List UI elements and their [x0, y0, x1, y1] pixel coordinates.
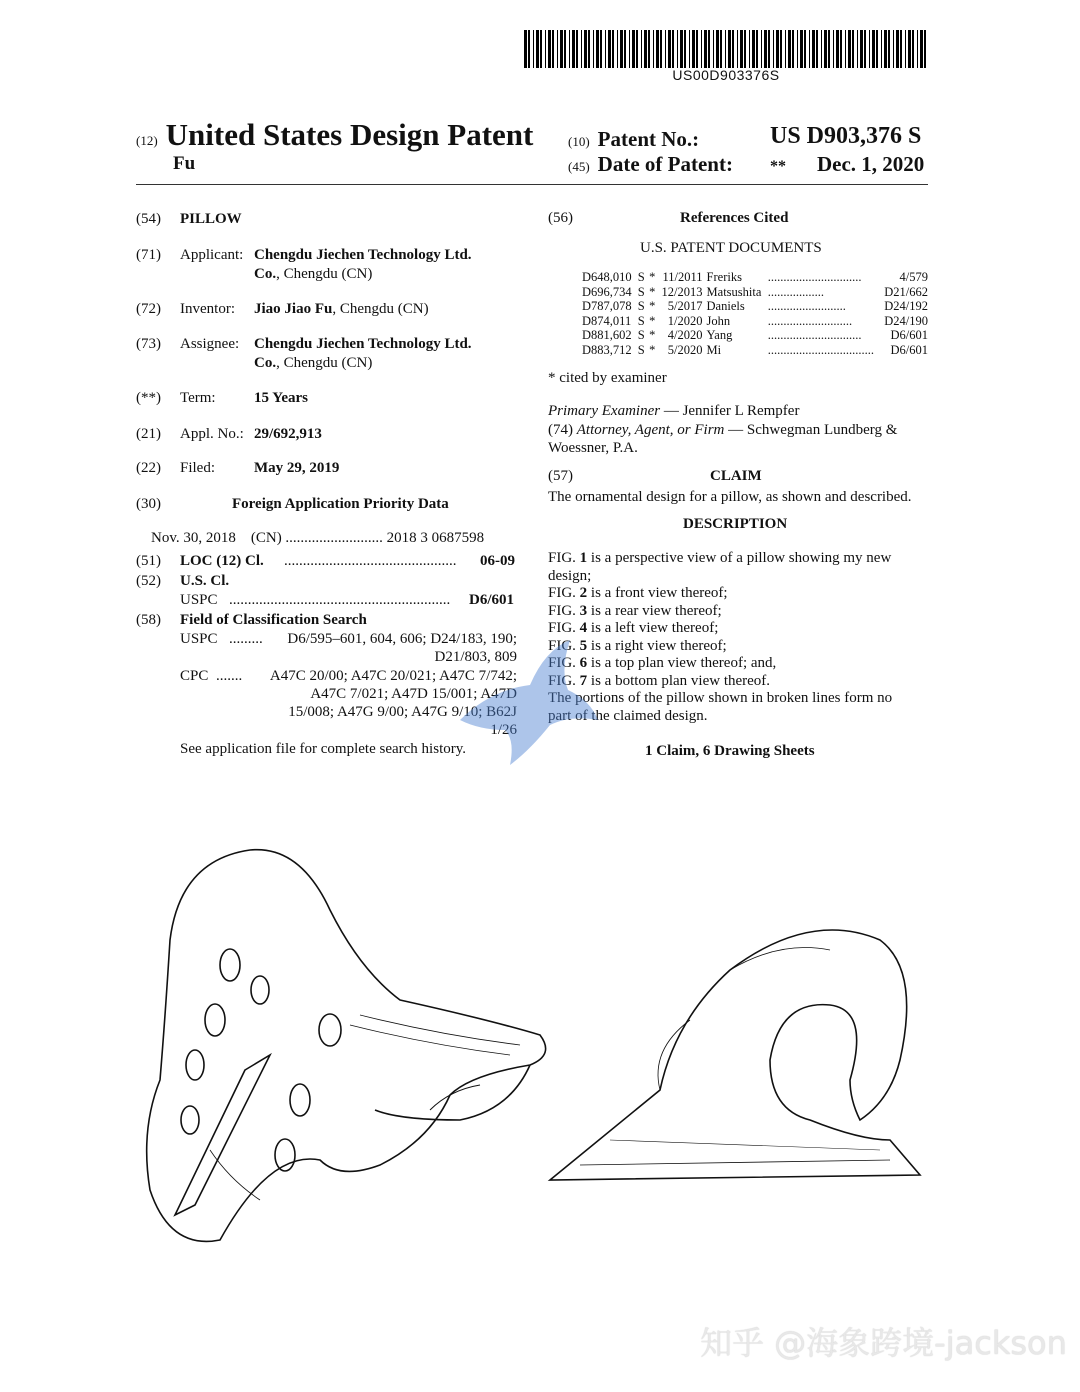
description-line [548, 638, 928, 656]
reference-no: D881,602 [582, 328, 632, 342]
barcode-bar [852, 30, 854, 68]
barcode-bar [572, 30, 575, 68]
barcode-bar [557, 30, 558, 68]
description-line [548, 655, 928, 673]
primary-examiner-label: Primary Examiner [548, 403, 661, 419]
search-uspc-line2: D21/803, 809 [434, 649, 517, 665]
field-search-title: Field of Classification Search [180, 612, 367, 628]
f56-code: (56) [548, 210, 573, 226]
reference-s: S [637, 284, 645, 299]
reference-date: 11/2011 [662, 270, 703, 284]
barcode-bar [840, 30, 842, 68]
barcode-bar [833, 30, 834, 68]
uspc-value: D6/601 [469, 592, 514, 608]
reference-cls: D21/662 [884, 284, 928, 299]
claim-text: The ornamental design for a pillow, as shown and described. [548, 489, 912, 505]
reference-row [580, 270, 930, 285]
figure-number: 3 [579, 602, 588, 619]
patent-no-label-text: Patent No.: [597, 127, 700, 151]
barcode-bar [612, 30, 614, 68]
reference-row [580, 328, 930, 343]
code-10: (10) [568, 134, 590, 149]
reference-cls: D6/601 [890, 328, 928, 342]
reference-star: * [649, 328, 656, 342]
barcode-bar [576, 30, 578, 68]
pillow-drawing [130, 820, 960, 1260]
description-title: DESCRIPTION [683, 516, 788, 532]
barcode-bar [548, 30, 551, 68]
f52-code: (52) [136, 573, 161, 589]
side-view [550, 930, 920, 1180]
barcode-bar [593, 30, 594, 68]
f57-code: (57) [548, 468, 573, 484]
reference-dots: .............................. [767, 270, 862, 284]
description-text: is a perspective view of a pillow showing my new [587, 550, 892, 566]
barcode-bar [920, 30, 923, 68]
description-text: is a bottom plan view thereof. [587, 672, 771, 689]
code-45: (45) [568, 159, 590, 174]
reference-no: D696,734 [582, 284, 632, 299]
reference-row [580, 343, 930, 358]
cited-by-note: * cited by examiner [548, 370, 667, 386]
barcode-bar [704, 30, 707, 68]
description-line [548, 585, 928, 603]
applicant-name2: Co. [254, 266, 277, 282]
date-label-text: Date of Patent: [597, 152, 733, 176]
reference-row [580, 299, 930, 314]
barcode-bar [617, 30, 618, 68]
barcode-bar [680, 30, 683, 68]
reference-row [580, 285, 930, 300]
barcode-bar [924, 30, 926, 68]
claim-title: CLAIM [710, 468, 762, 484]
reference-no: D874,011 [582, 313, 632, 328]
date-marker: ** [770, 158, 786, 175]
uspc-dots: ........................................................... [229, 592, 451, 608]
barcode-bar [684, 30, 686, 68]
barcode-bar [884, 30, 887, 68]
cpc-line1: A47C 20/00; A47C 20/021; A47C 7/742; [269, 668, 517, 684]
reference-star: * [649, 284, 656, 299]
barcode-number: US00D903376S [672, 67, 780, 83]
barcode-bar [836, 30, 839, 68]
barcode-bar [785, 30, 786, 68]
reference-s: S [637, 299, 645, 313]
description-text: FIG. [548, 550, 580, 566]
barcode-bar [804, 30, 806, 68]
barcode-bar [764, 30, 767, 68]
barcode-bar [912, 30, 914, 68]
description-line [548, 690, 928, 708]
barcode-bar [732, 30, 734, 68]
barcode-bar [533, 30, 534, 68]
applicant-line2 [254, 265, 372, 284]
f22-code: (22) [136, 460, 161, 476]
search-uspc-dots: ......... [229, 631, 263, 647]
barcode-bar [701, 30, 702, 68]
term-label: Term: [180, 390, 216, 406]
reference-name: Freriks [706, 270, 742, 284]
description-text: FIG. [548, 602, 580, 619]
description-text: is a top plan view thereof; and, [587, 655, 777, 671]
search-uspc-line1: D6/595–601, 604, 606; D24/183, 190; [287, 631, 517, 647]
barcode-bar [605, 30, 606, 68]
barcode-bar [725, 30, 726, 68]
inventor-city: , Chengdu (CN) [332, 301, 429, 317]
f51-code: (51) [136, 553, 161, 569]
cpc-label: CPC [180, 668, 209, 684]
reference-name: Mi [706, 342, 722, 357]
patent-date: Dec. 1, 2020 [817, 152, 925, 176]
barcode-bar [569, 30, 570, 68]
description-line [548, 708, 928, 726]
see-application-note: See application file for complete search history. [180, 741, 467, 757]
reference-date: 12/2013 [661, 284, 703, 299]
reference-name: Matsushita [706, 284, 762, 299]
description-line [548, 550, 928, 568]
barcode-bar [672, 30, 674, 68]
loc-value: 06-09 [480, 553, 515, 569]
assignee-label: Assignee: [180, 336, 240, 352]
barcode-bar [788, 30, 791, 68]
date-label [568, 152, 733, 177]
barcode-bar [600, 30, 602, 68]
reference-s: S [637, 342, 645, 357]
reference-date: 1/2020 [667, 313, 703, 328]
inventor-surname: Fu [173, 153, 196, 174]
barcode-bar [728, 30, 731, 68]
barcode-bar [797, 30, 798, 68]
reference-no: D648,010 [582, 270, 632, 284]
document-title [136, 117, 533, 153]
barcode-bar [713, 30, 714, 68]
barcode-bar [545, 30, 546, 68]
attorney-line [548, 421, 897, 440]
reference-date: 5/2017 [667, 299, 703, 313]
barcode-bar [692, 30, 695, 68]
primary-examiner-name: — Jennifer L Rempfer [660, 403, 800, 419]
barcode-bar [768, 30, 770, 68]
barcode-bar [608, 30, 611, 68]
figure-number: 1 [579, 550, 588, 566]
reference-date: 4/2020 [667, 328, 703, 342]
appl-no-value: 29/692,913 [254, 426, 322, 442]
assignee-name: Chengdu Jiechen Technology Ltd. [254, 336, 472, 352]
inventor-name: Jiao Jiao Fu [254, 301, 333, 317]
f58-code: (58) [136, 612, 161, 628]
barcode-bar [689, 30, 690, 68]
figure-number: 6 [579, 655, 588, 671]
description-text: is a rear view thereof; [587, 602, 722, 619]
patent-subject: PILLOW [180, 211, 242, 227]
reference-date: 5/2020 [667, 342, 703, 357]
description-text: FIG. [548, 655, 580, 671]
assignee-city: , Chengdu (CN) [276, 355, 373, 371]
barcode-bar [756, 30, 758, 68]
barcode-bar [917, 30, 918, 68]
reference-name: Yang [706, 328, 733, 342]
description-text: FIG. [548, 637, 580, 654]
barcode-bar [828, 30, 830, 68]
reference-cls: 4/579 [899, 270, 928, 284]
barcode-bar [888, 30, 890, 68]
barcode-bar [752, 30, 755, 68]
barcode-bar [800, 30, 803, 68]
applicant-name: Chengdu Jiechen Technology Ltd. [254, 247, 472, 263]
barcode-bar [528, 30, 530, 68]
barcode-bar [584, 30, 587, 68]
description-text: FIG. [548, 672, 580, 689]
barcode-bar [792, 30, 794, 68]
barcode-bar [848, 30, 851, 68]
title-text: United States Design Patent [165, 117, 534, 152]
term-code: (**) [136, 390, 161, 406]
reference-star: * [649, 270, 656, 284]
cpc-line4: 1/26 [490, 722, 517, 738]
reference-cls: D6/601 [890, 342, 928, 357]
barcode-bar [809, 30, 810, 68]
reference-dots: ........................... [767, 313, 853, 328]
reference-star: * [649, 313, 656, 328]
barcode-bar [641, 30, 642, 68]
barcode-bar [564, 30, 566, 68]
figure-number: 7 [579, 672, 588, 689]
barcode-bar [773, 30, 774, 68]
reference-s: S [637, 270, 645, 284]
figure-number: 4 [579, 620, 588, 636]
priority-title: Foreign Application Priority Data [232, 496, 449, 512]
barcode-bar [552, 30, 554, 68]
barcode-bar [893, 30, 894, 68]
site-watermark: 知乎 @海象跨境-jackson [700, 1324, 1067, 1362]
patent-number-label [568, 127, 699, 152]
applicant-label: Applicant: [180, 247, 244, 263]
barcode-bar [737, 30, 738, 68]
barcode-bar [708, 30, 710, 68]
attorney-label: Attorney, Agent, or Firm [576, 422, 725, 438]
uscl-label: U.S. Cl. [180, 573, 230, 589]
barcode-bar [656, 30, 659, 68]
barcode-bar [648, 30, 650, 68]
appl-no-label: Appl. No.: [180, 426, 244, 442]
barcode-bar [588, 30, 590, 68]
barcode-bar [881, 30, 882, 68]
barcode-bar [540, 30, 542, 68]
f30-code: (30) [136, 496, 161, 512]
description-text: The portions of the pillow shown in broken lines form no [548, 690, 893, 706]
f54-code: (54) [136, 211, 161, 227]
references-table [580, 270, 930, 357]
barcode-bar [780, 30, 782, 68]
reference-dots: .............................. [767, 328, 862, 342]
barcode-bar [864, 30, 866, 68]
loc-dots: .............................................. [284, 553, 457, 569]
barcode-bar [677, 30, 678, 68]
barcode-bar [761, 30, 762, 68]
barcode-bar [632, 30, 635, 68]
uspc-label: USPC [180, 592, 218, 608]
references-title: References Cited [680, 210, 789, 226]
attorney-value: — Schwegman Lundberg & [724, 422, 898, 438]
inventor-label: Inventor: [180, 301, 235, 317]
inventor-line [254, 300, 429, 319]
barcode-bar [900, 30, 902, 68]
barcode-bar [665, 30, 666, 68]
applicant-city: , Chengdu (CN) [276, 266, 373, 282]
description-text: is a left view thereof; [587, 620, 719, 636]
barcode-bar [716, 30, 719, 68]
barcode-bar [905, 30, 906, 68]
description-text: design; [548, 567, 592, 584]
barcode-image [524, 30, 928, 68]
reference-star: * [649, 342, 656, 357]
barcode-bar [872, 30, 875, 68]
reference-s: S [637, 313, 645, 328]
reference-name: John [706, 313, 731, 328]
description-line [548, 603, 928, 621]
priority-row: Nov. 30, 2018 (CN) .......................... 2018 3 0687598 [151, 530, 485, 546]
barcode-bar [776, 30, 779, 68]
barcode-bar [860, 30, 863, 68]
us-patent-documents-label: U.S. PATENT DOCUMENTS [640, 240, 822, 256]
header-rule [136, 184, 928, 185]
reference-dots: .................................. [767, 342, 874, 357]
perspective-view [147, 850, 546, 1242]
barcode-bar [560, 30, 563, 68]
barcode-bar [536, 30, 539, 68]
barcode-bar [824, 30, 827, 68]
reference-cls: D24/190 [884, 313, 928, 328]
description-text: FIG. [548, 620, 580, 636]
barcode-bar [720, 30, 722, 68]
barcode-bar [816, 30, 818, 68]
barcode-bar [812, 30, 815, 68]
code-12: (12) [136, 133, 158, 148]
description-block [548, 550, 928, 725]
reference-no: D787,078 [582, 299, 632, 313]
reference-name: Daniels [706, 299, 745, 313]
shark-logo-watermark [450, 630, 600, 770]
figure-number: 2 [579, 585, 588, 601]
barcode-bar [524, 30, 527, 68]
f21-code: (21) [136, 426, 161, 442]
loc-label: LOC (12) Cl. [180, 553, 264, 569]
barcode-bar [869, 30, 870, 68]
primary-examiner [548, 402, 799, 421]
barcode-bar [845, 30, 846, 68]
reference-cls: D24/192 [884, 299, 928, 313]
cpc-dots: ....... [216, 668, 243, 684]
barcode-bar [620, 30, 623, 68]
barcode-bar [624, 30, 626, 68]
attorney-line2: Woessner, P.A. [548, 440, 638, 456]
description-text: FIG. [548, 585, 580, 601]
filed-label: Filed: [180, 460, 216, 476]
term-value: 15 Years [254, 390, 309, 406]
f72-code: (72) [136, 301, 161, 317]
description-text: is a right view thereof; [587, 637, 727, 654]
barcode-bar [749, 30, 750, 68]
assignee-line2 [254, 354, 372, 373]
search-uspc-label: USPC [180, 631, 218, 647]
barcode-bar [668, 30, 671, 68]
reference-star: * [649, 299, 656, 313]
barcode-bar [629, 30, 630, 68]
filed-value: May 29, 2019 [254, 460, 340, 476]
reference-no: D883,712 [582, 342, 632, 357]
description-text: part of the claimed design. [548, 707, 708, 724]
barcode-bar [581, 30, 582, 68]
cpc-line3: 15/008; A47G 9/00; A47G 9/10; B62J [288, 704, 517, 720]
figure-number: 5 [579, 637, 588, 654]
barcode-bar [908, 30, 911, 68]
description-line [548, 568, 928, 586]
reference-s: S [637, 328, 645, 342]
barcode-bar [876, 30, 878, 68]
reference-dots: .................. [767, 284, 824, 299]
reference-dots: ......................... [767, 299, 846, 313]
barcode-bar [636, 30, 638, 68]
f74-code: (74) [548, 422, 573, 438]
f73-code: (73) [136, 336, 161, 352]
description-line [548, 620, 928, 638]
f71-code: (71) [136, 247, 161, 263]
description-line [548, 673, 928, 691]
claims-sheets: 1 Claim, 6 Drawing Sheets [645, 743, 815, 759]
barcode-bar [660, 30, 662, 68]
barcode-bar [744, 30, 746, 68]
barcode-bar [653, 30, 654, 68]
barcode-bar [596, 30, 599, 68]
cpc-line2: A47C 7/021; A47D 15/001; A47D [310, 686, 517, 702]
barcode-bar [696, 30, 698, 68]
assignee-name2: Co. [254, 355, 277, 371]
barcode-bar [857, 30, 858, 68]
description-text: is a front view thereof; [587, 585, 728, 601]
barcode-bar [821, 30, 822, 68]
barcode-bar [740, 30, 743, 68]
reference-row [580, 314, 930, 329]
barcode-bar [896, 30, 899, 68]
patent-number: US D903,376 S [770, 123, 922, 149]
barcode-bar [644, 30, 647, 68]
